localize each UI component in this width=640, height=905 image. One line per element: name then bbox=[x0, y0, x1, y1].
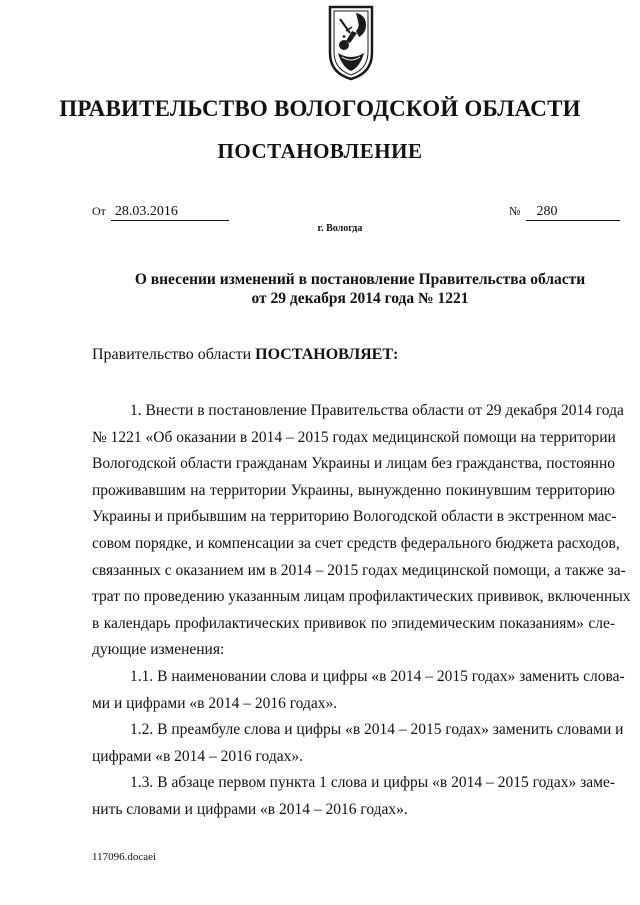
number-label: № bbox=[509, 204, 521, 218]
document-subject bbox=[100, 270, 620, 308]
preamble-emphasis: ПОСТАНОВЛЯЕТ: bbox=[255, 346, 399, 363]
date-row bbox=[92, 203, 229, 221]
preamble bbox=[92, 346, 398, 364]
number-row bbox=[509, 203, 620, 221]
body-line: совом порядке, и компенсации за счет средств федерального бюджета расходов, bbox=[92, 534, 620, 552]
government-title: ПРАВИТЕЛЬСТВО ВОЛОГОДСКОЙ ОБЛАСТИ bbox=[59, 96, 581, 121]
body-line: 1. Внести в постановление Правительства области от 29 декабря 2014 года bbox=[130, 402, 624, 419]
body-line: Украины и прибывшим на территорию Вологодской области в экстренном мас- bbox=[92, 508, 617, 526]
body-line: в календарь профилактических прививок по эпидемическим показаниям» сле- bbox=[92, 614, 615, 632]
body-line: проживавшим на территории Украины, вынужденно покинувшим территорию bbox=[92, 481, 615, 499]
body-line: нить словами и цифрами «в 2014 – 2016 годах». bbox=[92, 800, 408, 818]
coat-of-arms-icon bbox=[326, 3, 376, 81]
document-type: ПОСТАНОВЛЕНИЕ bbox=[217, 139, 423, 163]
body-line: № 1221 «Об оказании в 2014 – 2015 годах медицинской помощи на территории bbox=[92, 428, 616, 446]
body-line: трат по проведению указанным лицам профилактических прививок, включенных bbox=[92, 588, 631, 606]
date-label: От bbox=[92, 204, 106, 218]
document-body bbox=[92, 398, 631, 824]
subject-line: от 29 декабря 2014 года № 1221 bbox=[251, 290, 469, 307]
subject-line: О внесении изменений в постановление Правительства области bbox=[134, 271, 586, 288]
body-line: цифрами «в 2014 – 2016 годах». bbox=[92, 747, 303, 765]
body-line: 1.2. В преамбуле слова и цифры «в 2014 – 2015 годах» заменить словами и bbox=[130, 721, 624, 739]
body-line: ми и цифрами «в 2014 – 2016 годах». bbox=[92, 694, 338, 712]
body-line: Вологодской области гражданам Украины и лицам без гражданства, постоянно bbox=[92, 455, 615, 473]
body-line: связанных с оказанием им в 2014 – 2015 годах медицинской помощи, а также за- bbox=[92, 561, 626, 579]
body-line: 1.3. В абзаце первом пункта 1 слова и цифры «в 2014 – 2015 годах» заме- bbox=[130, 774, 615, 792]
body-line: 1.1. В наименовании слова и цифры «в 2014 – 2015 годах» заменить слова- bbox=[130, 667, 625, 685]
city: г. Вологда bbox=[317, 223, 363, 234]
body-line: дующие изменения: bbox=[92, 641, 225, 659]
file-name: 117096.docaei bbox=[92, 851, 157, 863]
preamble-text: Правительство области bbox=[92, 346, 256, 363]
document-number: 280 bbox=[526, 204, 620, 221]
document-date: 28.03.2016 bbox=[111, 204, 229, 221]
